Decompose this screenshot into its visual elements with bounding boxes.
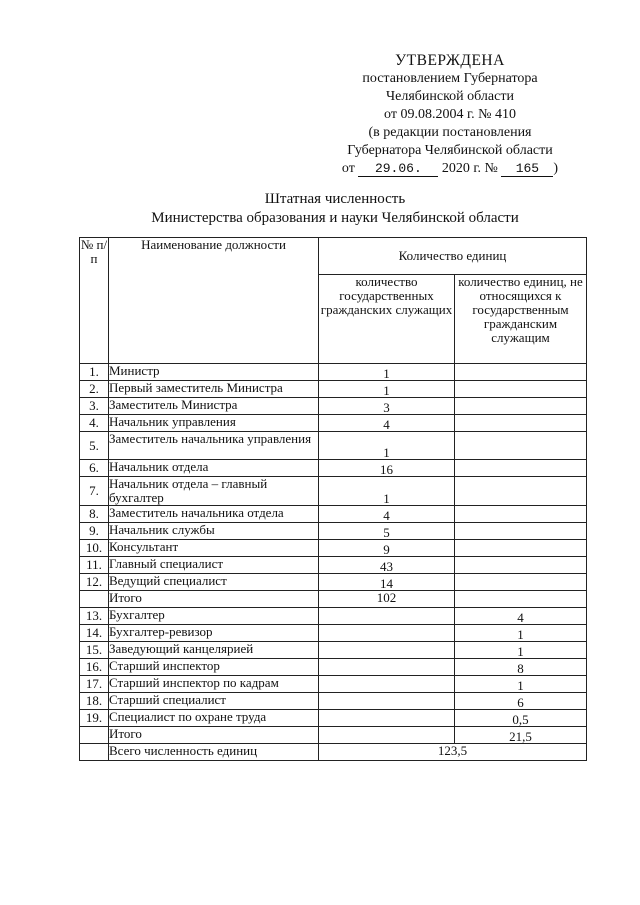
total-value: 123,5	[319, 744, 587, 761]
row-civil-count: 9	[319, 540, 455, 557]
subtotal-row	[80, 591, 587, 608]
row-position: Старший инспектор	[109, 659, 319, 676]
row-noncivil-count	[455, 540, 587, 557]
row-noncivil-count	[455, 381, 587, 398]
row-civil-count: 5	[319, 523, 455, 540]
row-position: Бухгалтер	[109, 608, 319, 625]
title-line-2: Министерства образования и науки Челябинской области	[151, 210, 519, 226]
row-civil-count: 1	[319, 477, 455, 506]
row-number: 5.	[80, 432, 109, 460]
approval-line-4: (в редакции постановления	[368, 125, 532, 140]
row-position: Главный специалист	[109, 557, 319, 574]
row-position: Консультант	[109, 540, 319, 557]
row-number: 1.	[80, 364, 109, 381]
table-row	[80, 381, 587, 398]
row-noncivil-count: 4	[455, 608, 587, 625]
approval-line-3: от 09.08.2004 г. № 410	[384, 107, 516, 122]
row-number: 10.	[80, 540, 109, 557]
table-row	[80, 642, 587, 659]
title-line-1: Штатная численность	[264, 191, 406, 207]
row-civil-count: 4	[319, 415, 455, 432]
row-position: Старший инспектор по кадрам	[109, 676, 319, 693]
header-qty: Количество единиц	[319, 238, 587, 275]
row-position: Специалист по охране труда	[109, 710, 319, 727]
date-suffix: )	[553, 161, 559, 176]
row-position: Старший специалист	[109, 693, 319, 710]
row-noncivil-count: 1	[455, 676, 587, 693]
row-civil-count	[319, 642, 455, 659]
table-row	[80, 540, 587, 557]
row-noncivil-count: 1	[455, 642, 587, 659]
table-row	[80, 608, 587, 625]
row-noncivil-count: 1	[455, 625, 587, 642]
table-row	[80, 506, 587, 523]
row-noncivil-count	[455, 364, 587, 381]
header-civil: количество государственных гражданских служащих	[319, 275, 455, 364]
approval-line-5: Губернатора Челябинской области	[347, 143, 553, 158]
row-number: 11.	[80, 557, 109, 574]
row-number: 19.	[80, 710, 109, 727]
row-civil-count	[319, 710, 455, 727]
row-position: Министр	[109, 364, 319, 381]
row-number: 13.	[80, 608, 109, 625]
approval-stamp	[320, 52, 580, 178]
table-row	[80, 659, 587, 676]
table-row	[80, 398, 587, 415]
date-mid: 2020 г. №	[441, 161, 498, 176]
row-civil-count	[319, 693, 455, 710]
row-noncivil-count: 8	[455, 659, 587, 676]
row-position: Заместитель начальника отдела	[109, 506, 319, 523]
table-row	[80, 364, 587, 381]
row-civil-count: 14	[319, 574, 455, 591]
subtotal-number	[80, 591, 109, 608]
table-row	[80, 676, 587, 693]
row-number: 2.	[80, 381, 109, 398]
date-prefix: от	[341, 161, 355, 176]
subtotal-civil: 102	[319, 591, 455, 608]
subtotal-civil-empty	[319, 727, 455, 744]
row-civil-count: 16	[319, 460, 455, 477]
row-noncivil-count	[455, 415, 587, 432]
row-position: Ведущий специалист	[109, 574, 319, 591]
table-row	[80, 432, 587, 460]
row-number: 15.	[80, 642, 109, 659]
row-number: 18.	[80, 693, 109, 710]
table-row	[80, 477, 587, 506]
subtotal-label: Итого	[109, 591, 319, 608]
subtotal-noncivil: 21,5	[455, 727, 587, 744]
row-noncivil-count	[455, 557, 587, 574]
row-number: 9.	[80, 523, 109, 540]
row-number: 8.	[80, 506, 109, 523]
subtotal-row	[80, 727, 587, 744]
row-noncivil-count	[455, 432, 587, 460]
row-noncivil-count	[455, 574, 587, 591]
table-row	[80, 574, 587, 591]
row-noncivil-count	[455, 523, 587, 540]
row-position: Первый заместитель Министра	[109, 381, 319, 398]
row-noncivil-count: 0,5	[455, 710, 587, 727]
subtotal-label: Итого	[109, 727, 319, 744]
row-number: 7.	[80, 477, 109, 506]
total-row	[80, 744, 587, 761]
table-row	[80, 693, 587, 710]
approval-line-2: Челябинской области	[386, 89, 514, 104]
row-civil-count: 4	[319, 506, 455, 523]
table-row	[80, 523, 587, 540]
approval-line-1: постановлением Губернатора	[362, 71, 538, 86]
date-field: 29.06.	[358, 161, 438, 177]
row-position: Начальник службы	[109, 523, 319, 540]
staff-table	[79, 237, 587, 761]
approval-heading: УТВЕРЖДЕНА	[395, 52, 505, 69]
row-noncivil-count: 6	[455, 693, 587, 710]
row-civil-count: 43	[319, 557, 455, 574]
row-noncivil-count	[455, 506, 587, 523]
row-position: Начальник отдела – главный бухгалтер	[109, 477, 319, 506]
row-position: Заведующий канцелярией	[109, 642, 319, 659]
total-label: Всего численность единиц	[109, 744, 319, 761]
row-civil-count: 3	[319, 398, 455, 415]
row-number: 12.	[80, 574, 109, 591]
row-civil-count	[319, 676, 455, 693]
subtotal-noncivil-empty	[455, 591, 587, 608]
row-noncivil-count	[455, 477, 587, 506]
row-position: Бухгалтер-ревизор	[109, 625, 319, 642]
row-position: Заместитель Министра	[109, 398, 319, 415]
row-civil-count: 1	[319, 364, 455, 381]
subtotal-number	[80, 727, 109, 744]
total-number	[80, 744, 109, 761]
table-row	[80, 415, 587, 432]
row-number: 4.	[80, 415, 109, 432]
row-position: Начальник отдела	[109, 460, 319, 477]
row-civil-count	[319, 659, 455, 676]
header-noncivil: количество единиц, не относящихся к государственным гражданским служащим	[455, 275, 587, 364]
row-civil-count: 1	[319, 432, 455, 460]
approval-date-line	[320, 160, 580, 178]
row-civil-count	[319, 625, 455, 642]
table-row	[80, 710, 587, 727]
row-noncivil-count	[455, 460, 587, 477]
row-position: Начальник управления	[109, 415, 319, 432]
document-title	[100, 190, 570, 228]
table-row	[80, 625, 587, 642]
row-number: 3.	[80, 398, 109, 415]
table-row	[80, 557, 587, 574]
row-position: Заместитель начальника управления	[109, 432, 319, 460]
row-civil-count	[319, 608, 455, 625]
row-number: 16.	[80, 659, 109, 676]
number-field: 165	[501, 161, 553, 177]
row-number: 17.	[80, 676, 109, 693]
header-name: Наименование должности	[109, 238, 319, 364]
header-num: № п/п	[80, 238, 109, 364]
row-number: 6.	[80, 460, 109, 477]
row-number: 14.	[80, 625, 109, 642]
row-noncivil-count	[455, 398, 587, 415]
table-row	[80, 460, 587, 477]
row-civil-count: 1	[319, 381, 455, 398]
